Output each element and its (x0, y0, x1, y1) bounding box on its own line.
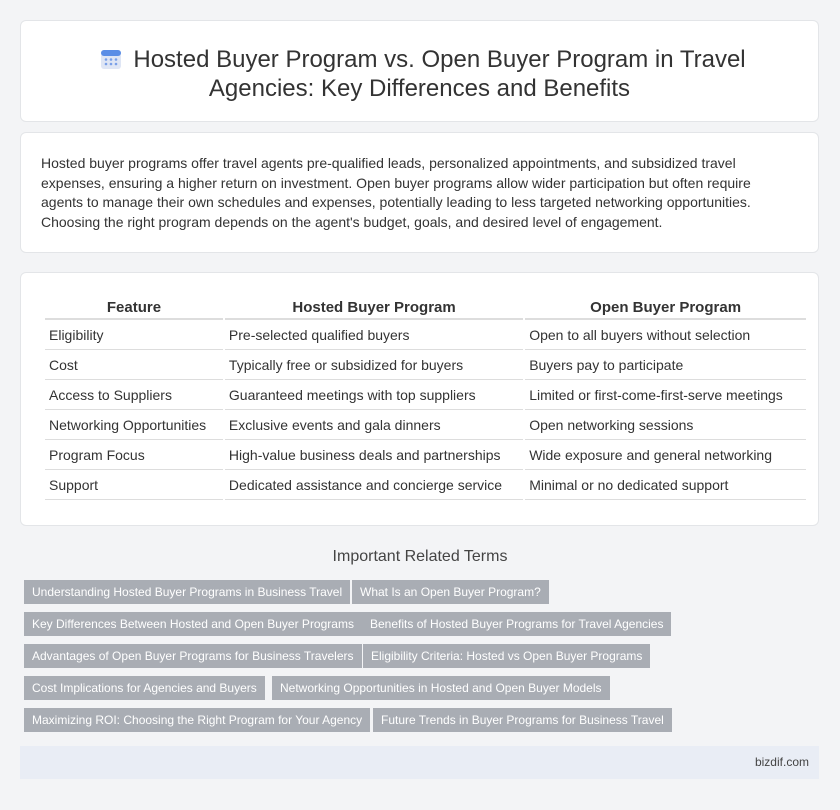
table-cell: Open networking sessions (525, 410, 806, 440)
table-header: Open Buyer Program (525, 297, 806, 320)
intro-card (20, 132, 819, 253)
footer (20, 746, 819, 779)
related-term-link[interactable]: Networking Opportunities in Hosted and Open Buyer Models (272, 676, 610, 700)
table-cell: Networking Opportunities (45, 410, 223, 440)
related-term-link[interactable]: Cost Implications for Agencies and Buyers (24, 676, 265, 700)
footer-site-link[interactable]: bizdif.com (754, 755, 809, 769)
related-term-link[interactable]: What Is an Open Buyer Program? (352, 580, 549, 604)
table-cell: Support (45, 470, 223, 500)
table-cell: Wide exposure and general networking (525, 440, 806, 470)
table-cell: High-value business deals and partnerships (225, 440, 523, 470)
page-title-line2: Agencies: Key Differences and Benefits (208, 75, 631, 102)
table-row (45, 320, 806, 350)
table-header-row (45, 297, 806, 320)
comparison-table-card (20, 272, 819, 526)
related-term-link[interactable]: Key Differences Between Hosted and Open Buyer Programs (24, 612, 362, 636)
table-row (45, 410, 806, 440)
related-term-link[interactable]: Advantages of Open Buyer Programs for Business Travelers (24, 644, 362, 668)
header-card (20, 20, 819, 122)
page-title (21, 45, 818, 103)
table-cell: Exclusive events and gala dinners (225, 410, 523, 440)
table-cell: Limited or first-come-first-serve meetings (525, 380, 806, 410)
table-cell: Program Focus (45, 440, 223, 470)
related-term-link[interactable]: Future Trends in Buyer Programs for Business Travel (373, 708, 672, 732)
intro-text: Hosted buyer programs offer travel agents pre-qualified leads, personalized appointments, and subsidized travel expenses, ensuring a higher return on investment. Open buyer programs allow wider participation but often require agents to manage their own schedules and expenses, potentially leading to less targeted networking opportunities. Choosing the right program depends on the agent's budget, goals, and desired level of engagement. (41, 155, 751, 230)
table-cell: Access to Suppliers (45, 380, 223, 410)
table-row (45, 350, 806, 380)
table-cell: Minimal or no dedicated support (525, 470, 806, 500)
table-cell: Buyers pay to participate (525, 350, 806, 380)
page-title-line1: Hosted Buyer Program vs. Open Buyer Program in Travel (133, 46, 746, 73)
related-term-link[interactable]: Benefits of Hosted Buyer Programs for Travel Agencies (362, 612, 671, 636)
related-terms-title: Important Related Terms (332, 548, 508, 565)
table-cell: Cost (45, 350, 223, 380)
related-term-link[interactable]: Eligibility Criteria: Hosted vs Open Buyer Programs (363, 644, 650, 668)
table-cell: Guaranteed meetings with top suppliers (225, 380, 523, 410)
table-header: Hosted Buyer Program (225, 297, 523, 320)
table-header: Feature (45, 297, 223, 320)
related-term-link[interactable]: Maximizing ROI: Choosing the Right Program for Your Agency (24, 708, 370, 732)
related-term-link[interactable]: Understanding Hosted Buyer Programs in Business Travel (24, 580, 350, 604)
table-row (45, 380, 806, 410)
table-row (45, 470, 806, 500)
table-cell: Eligibility (45, 320, 223, 350)
table-cell: Dedicated assistance and concierge service (225, 470, 523, 500)
table-cell: Pre-selected qualified buyers (225, 320, 523, 350)
table-cell: Typically free or subsidized for buyers (225, 350, 523, 380)
table-cell: Open to all buyers without selection (525, 320, 806, 350)
table-row (45, 440, 806, 470)
comparison-table (43, 297, 808, 500)
